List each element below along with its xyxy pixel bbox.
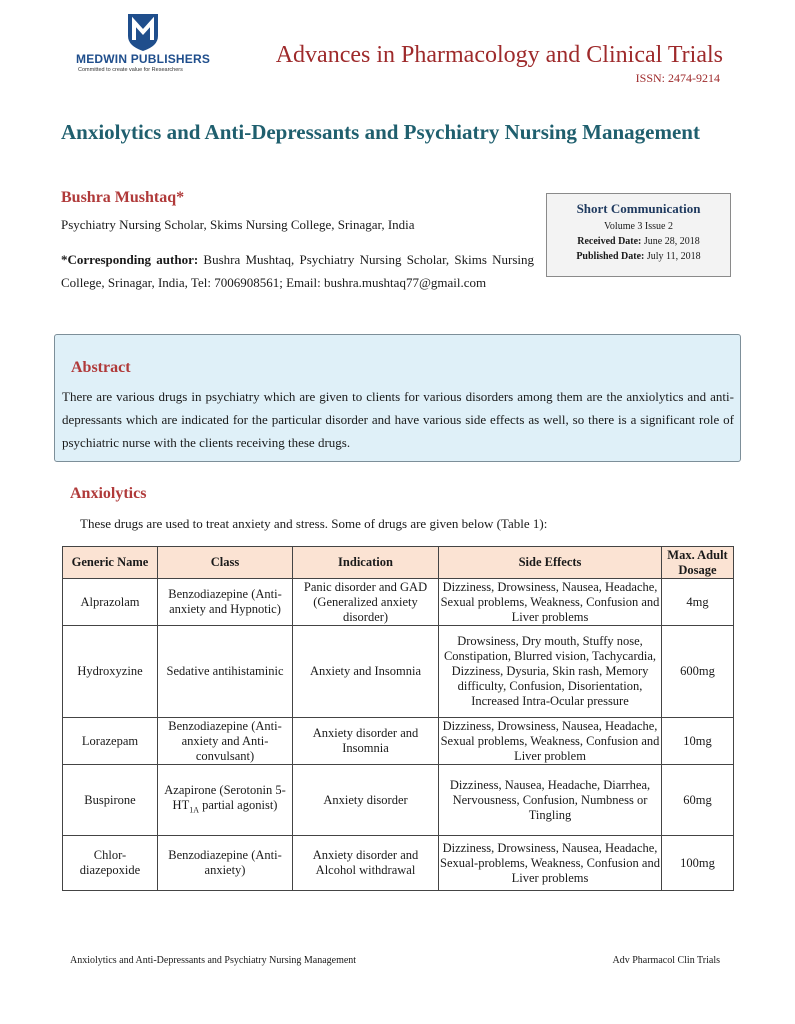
abstract-text: There are various drugs in psychiatry which are given to clients for various disorders among them are the anxiolytics and anti-depressants which are indicated for the particular disorder and have various side effects as well, so there is a significant role of psychiatric nurse with the clients receiving these drugs. bbox=[62, 389, 734, 450]
received-value: June 28, 2018 bbox=[643, 236, 700, 247]
cell-side-effects: Dizziness, Drowsiness, Nausea, Headache, Sexual problems, Weakness, Confusion and Liver problem bbox=[439, 718, 662, 765]
header-side-effects: Side Effects bbox=[439, 547, 662, 579]
cell-dosage: 4mg bbox=[662, 579, 734, 626]
volume-issue: Volume 3 Issue 2 bbox=[604, 221, 673, 232]
cell-dosage: 100mg bbox=[662, 836, 734, 891]
cell-generic-name: Lorazepam bbox=[63, 718, 158, 765]
article-info-box bbox=[546, 193, 731, 277]
table-row bbox=[63, 626, 734, 718]
cell-class: Sedative antihistaminic bbox=[158, 626, 293, 718]
table-row bbox=[63, 836, 734, 891]
author-affiliation: Psychiatry Nursing Scholar, Skims Nursing College, Srinagar, India bbox=[61, 217, 415, 232]
section-heading: Anxiolytics bbox=[70, 485, 147, 502]
cell-indication: Anxiety disorder bbox=[293, 765, 439, 836]
cell-generic-name: Buspirone bbox=[63, 765, 158, 836]
class-text: Azapirone (Serotonin 5-HT bbox=[164, 782, 286, 812]
article-title: Anxiolytics and Anti-Depressants and Psychiatry Nursing Management bbox=[61, 120, 700, 144]
received-date bbox=[547, 236, 730, 247]
corresponding-text: Bushra Mushtaq, Psychiatry Nursing Scholar, Skims Nursing College, Srinagar, India, Tel: 7006908561; Email: bushra.mushtaq77@gmail.com bbox=[61, 252, 534, 290]
published-date bbox=[547, 251, 730, 262]
cell-generic-name: Hydroxyzine bbox=[63, 626, 158, 718]
publisher-name: MEDWIN PUBLISHERS bbox=[76, 52, 211, 66]
author-name: Bushra Mushtaq* bbox=[61, 189, 185, 206]
cell-dosage: 60mg bbox=[662, 765, 734, 836]
corresponding-author bbox=[61, 248, 534, 294]
footer-journal-abbrev: Adv Pharmacol Clin Trials bbox=[612, 955, 720, 966]
table-row bbox=[63, 765, 734, 836]
cell-class: Benzodiazepine (Anti-anxiety and Anti-convulsant) bbox=[158, 718, 293, 765]
cell-indication: Panic disorder and GAD (Generalized anxiety disorder) bbox=[293, 579, 439, 626]
cell-indication: Anxiety disorder and Alcohol withdrawal bbox=[293, 836, 439, 891]
cell-side-effects: Drowsiness, Dry mouth, Stuffy nose, Constipation, Blurred vision, Tachycardia, Dizziness, Dysuria, Skin rash, Memory difficulty, Confusion, Disorientation, Increased Intra-Ocular pressure bbox=[439, 626, 662, 718]
corresponding-label: *Corresponding author: bbox=[61, 252, 199, 267]
drug-table bbox=[62, 546, 734, 891]
section-intro: These drugs are used to treat anxiety and stress. Some of drugs are given below (Table 1): bbox=[80, 516, 548, 531]
table-row bbox=[63, 718, 734, 765]
abstract-box bbox=[54, 334, 741, 462]
header-class: Class bbox=[158, 547, 293, 579]
class-text-end: partial agonist) bbox=[199, 797, 278, 812]
cell-dosage: 600mg bbox=[662, 626, 734, 718]
footer-article-title: Anxiolytics and Anti-Depressants and Psychiatry Nursing Management bbox=[70, 955, 357, 966]
cell-indication: Anxiety disorder and Insomnia bbox=[293, 718, 439, 765]
cell-generic-name: Alprazolam bbox=[63, 579, 158, 626]
abstract-heading: Abstract bbox=[71, 359, 131, 376]
cell-class bbox=[158, 765, 293, 836]
header-generic-name: Generic Name bbox=[63, 547, 158, 579]
received-label: Received Date: bbox=[577, 236, 642, 247]
publisher-tagline: Committed to create value for Researchers bbox=[78, 67, 183, 73]
issn: ISSN: 2474-9214 bbox=[635, 71, 720, 85]
cell-class: Benzodiazepine (Anti-anxiety and Hypnotic) bbox=[158, 579, 293, 626]
cell-dosage: 10mg bbox=[662, 718, 734, 765]
cell-side-effects: Dizziness, Drowsiness, Nausea, Headache, Sexual-problems, Weakness, Confusion and Liver problems bbox=[439, 836, 662, 891]
cell-class: Benzodiazepine (Anti-anxiety) bbox=[158, 836, 293, 891]
class-subscript: 1A bbox=[189, 805, 199, 815]
cell-generic-name: Chlor-diazepoxide bbox=[63, 836, 158, 891]
medwin-logo-icon bbox=[124, 12, 162, 52]
cell-side-effects: Dizziness, Drowsiness, Nausea, Headache, Sexual problems, Weakness, Confusion and Liver problems bbox=[439, 579, 662, 626]
table-header-row bbox=[63, 547, 734, 579]
published-value: July 11, 2018 bbox=[646, 251, 701, 262]
article-type: Short Communication bbox=[576, 201, 701, 216]
header-indication: Indication bbox=[293, 547, 439, 579]
publisher-logo bbox=[76, 12, 226, 74]
table-row bbox=[63, 579, 734, 626]
cell-indication: Anxiety and Insomnia bbox=[293, 626, 439, 718]
header-max-dosage: Max. Adult Dosage bbox=[662, 547, 734, 579]
journal-title: Advances in Pharmacology and Clinical Trials bbox=[275, 42, 723, 68]
cell-side-effects: Dizziness, Nausea, Headache, Diarrhea, Nervousness, Confusion, Numbness or Tingling bbox=[439, 765, 662, 836]
published-label: Published Date: bbox=[576, 251, 645, 262]
